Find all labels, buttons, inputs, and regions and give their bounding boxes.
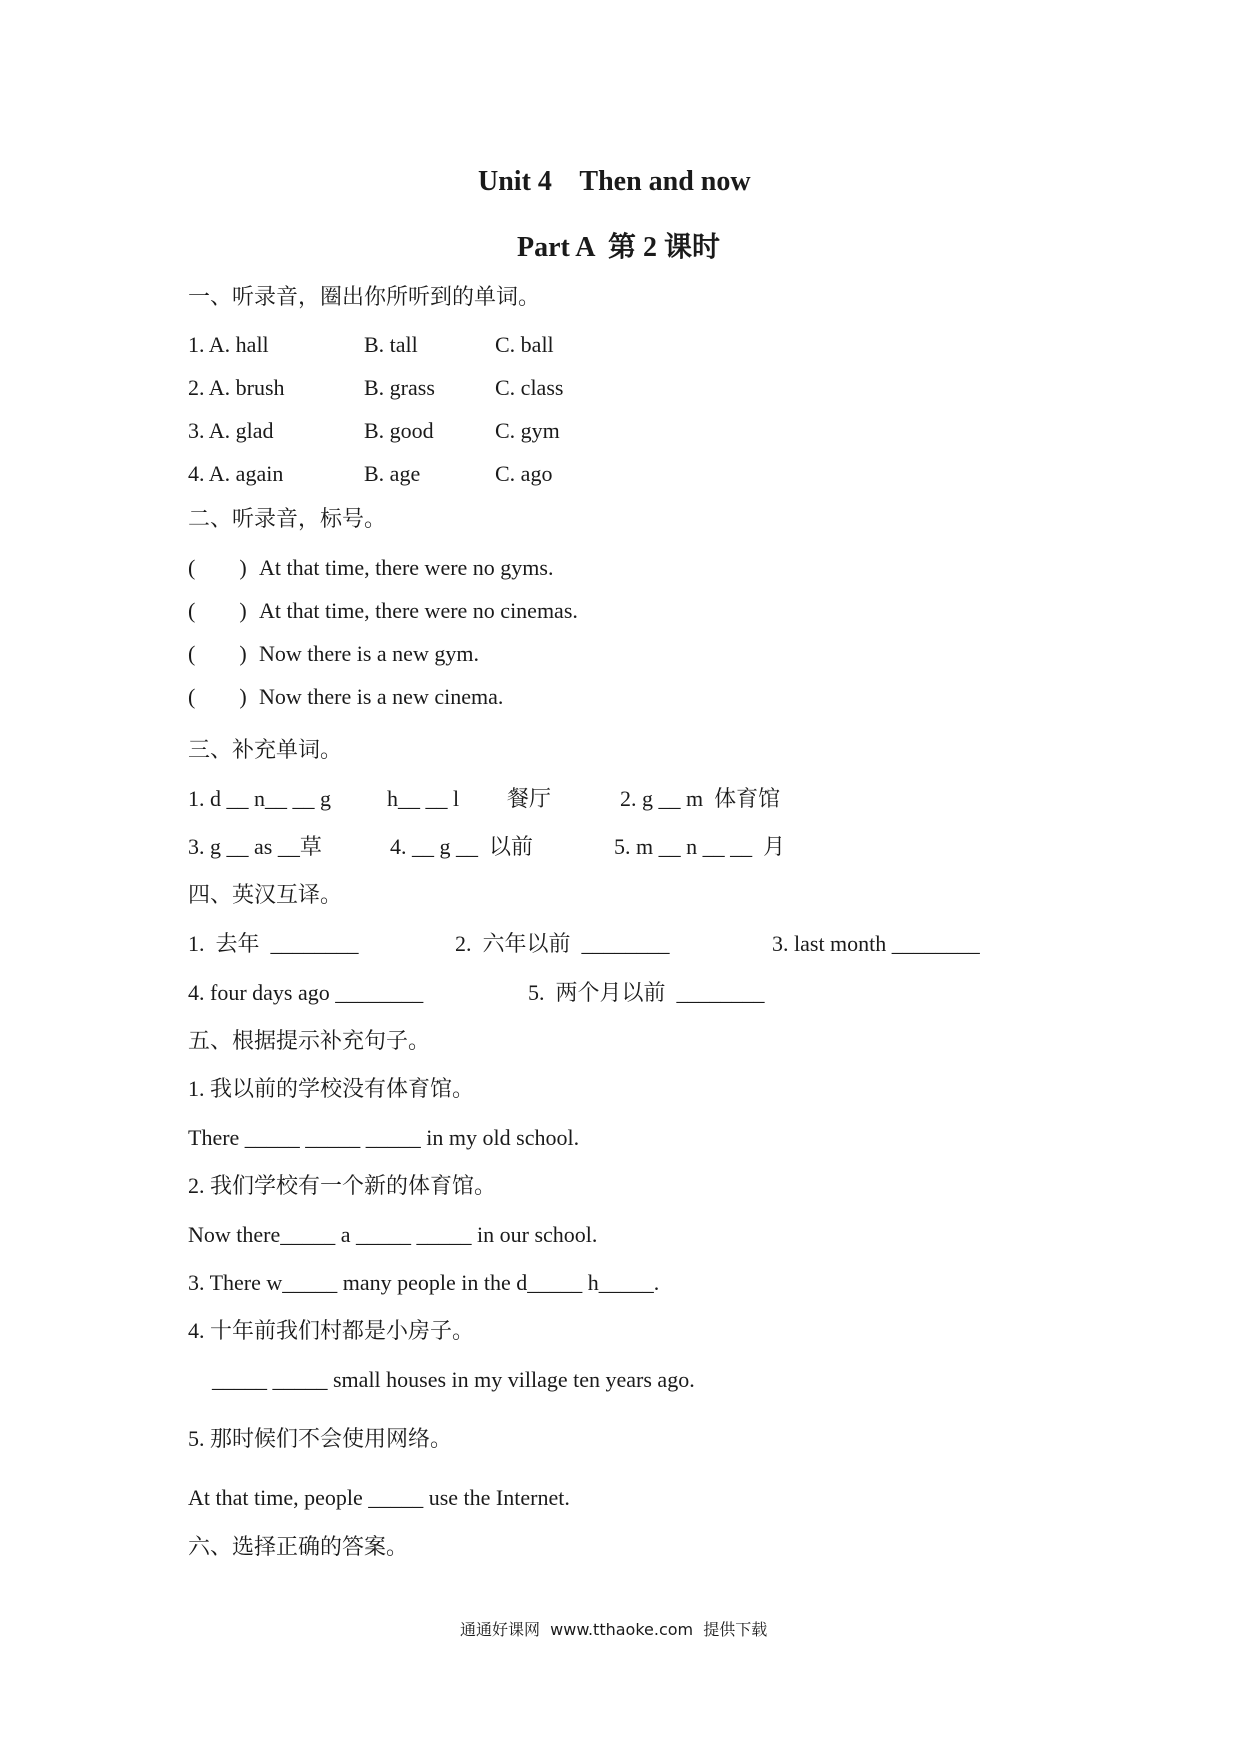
answer-line-2: Now there_____ a _____ _____ in our school. [188,1222,598,1247]
prompt-3: 3. There w_____ many people in the d_____ h_____. [188,1270,660,1295]
option-row-1-a: 1. A. hall [188,332,269,357]
answer-line-1: There _____ _____ _____ in my old school. [188,1125,580,1150]
numbering-paren-4: ( ) [188,684,247,709]
option-row-3-b: B. good [364,418,434,443]
answer-line-5: At that time, people _____ use the Internet. [188,1485,570,1510]
sentence-1: At that time, there were no gyms. [259,555,554,580]
prompt-5: 5. 那时候们不会使用网络。 [188,1426,453,1451]
option-row-1-b: B. tall [364,332,418,357]
option-row-3-c: C. gym [495,418,560,443]
option-row-2-c: C. class [495,375,564,400]
sentence-4: Now there is a new cinema. [259,684,504,709]
option-row-4-c: C. ago [495,461,553,486]
option-row-2-b: B. grass [364,375,435,400]
word-blank-1a: 1. d __ n__ __ g [188,786,331,811]
numbering-paren-3: ( ) [188,641,247,666]
prompt-4: 4. 十年前我们村都是小房子。 [188,1318,475,1343]
word-meaning-1: 餐厅 [507,786,552,811]
section-5-heading: 五、根据提示补充句子。 [188,1028,431,1053]
word-blank-5: 5. m __ n __ __ 月 [614,834,786,859]
translation-5: 5. 两个月以前 ________ [528,980,765,1005]
word-blank-4: 4. __ g __ 以前 [390,834,534,859]
section-2-heading: 二、听录音，标号。 [188,506,387,531]
option-row-4-b: B. age [364,461,421,486]
footer-credit: 通通好课网 www.tthaoke.com 提供下载 [460,1620,768,1639]
numbering-paren-2: ( ) [188,598,247,623]
option-row-2-a: 2. A. brush [188,375,285,400]
option-row-3-a: 3. A. glad [188,418,274,443]
word-blank-1b: h__ __ l [387,786,460,811]
word-blank-3: 3. g __ as __草 [188,834,322,859]
option-row-1-c: C. ball [495,332,554,357]
section-3-heading: 三、补充单词。 [188,737,343,762]
prompt-1: 1. 我以前的学校没有体育馆。 [188,1076,475,1101]
sentence-3: Now there is a new gym. [259,641,479,666]
option-row-4-a: 4. A. again [188,461,284,486]
answer-line-4: _____ _____ small houses in my village ten years ago. [212,1367,695,1392]
translation-3: 3. last month ________ [772,931,980,956]
translation-4: 4. four days ago ________ [188,980,424,1005]
translation-1: 1. 去年 ________ [188,931,359,956]
word-blank-2: 2. g __ m 体育馆 [620,786,781,811]
section-4-heading: 四、英汉互译。 [188,882,343,907]
sentence-2: At that time, there were no cinemas. [259,598,578,623]
prompt-2: 2. 我们学校有一个新的体育馆。 [188,1173,497,1198]
section-1-heading: 一、听录音，圈出你所听到的单词。 [188,284,541,309]
page-title: Unit 4 Then and now [478,166,751,197]
translation-2: 2. 六年以前 ________ [455,931,670,956]
page-subtitle: Part A 第 2 课时 [517,232,720,263]
section-6-heading: 六、选择正确的答案。 [188,1534,409,1559]
numbering-paren-1: ( ) [188,555,247,580]
